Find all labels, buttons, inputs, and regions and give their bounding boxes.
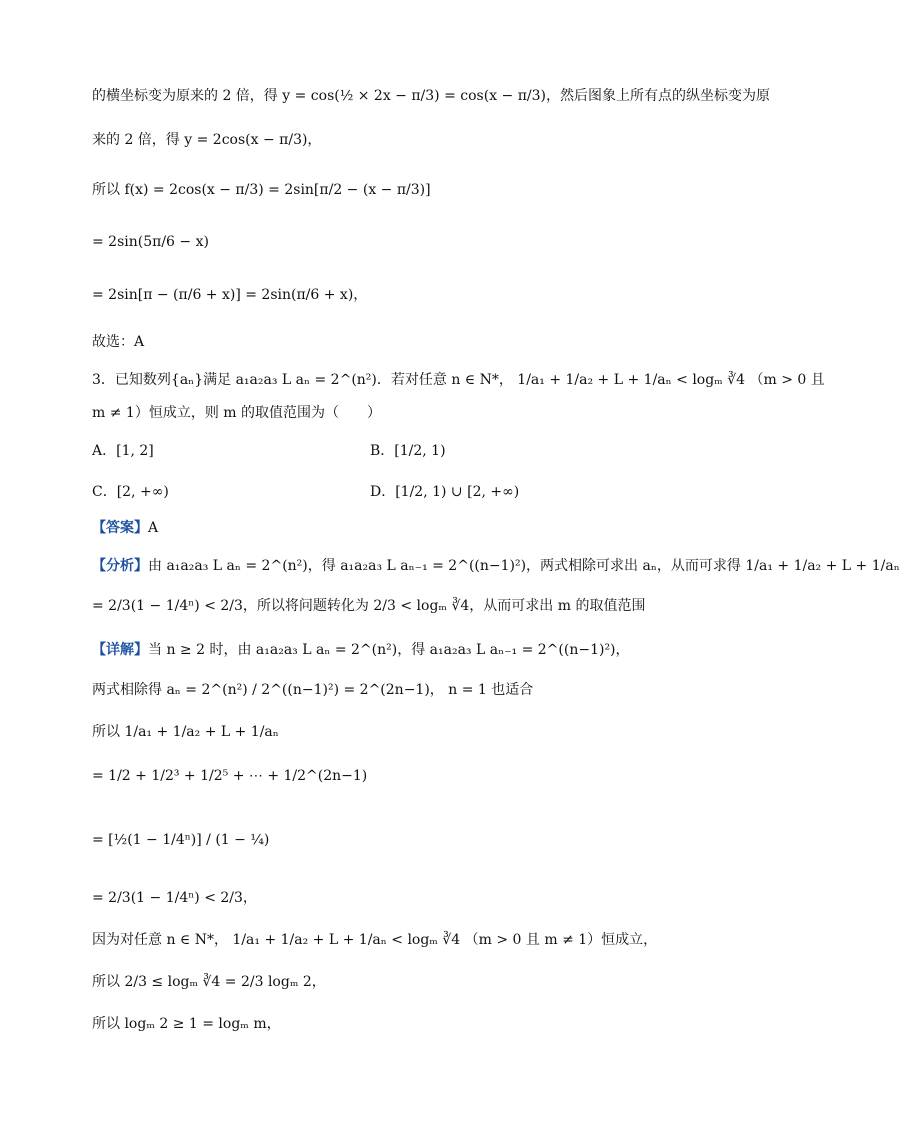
text-line: 故选：A (92, 334, 145, 350)
option-d: D．[1/2, 1) ∪ [2, +∞) (370, 484, 520, 500)
text-line: 因为对任意 n ∈ N*， 1/a₁ + 1/a₂ + L + 1/aₙ < logₘ ∛4 （m > 0 且 m ≠ 1）恒成立， (92, 932, 658, 948)
text-line: = [½(1 − 1/4ⁿ)] / (1 − ¼) (92, 832, 270, 848)
text-line: 的横坐标变为原来的 2 倍，得 y = cos(½ × 2x − π/3) = cos(x − π/3)，然后图象上所有点的纵坐标变为原 (92, 88, 770, 104)
question-stem: 3．已知数列{aₙ}满足 a₁a₂a₃ L aₙ = 2^(n²)．若对任意 n ∈ N*， 1/a₁ + 1/a₂ + L + 1/aₙ < logₘ ∛4 （m > 0 且 (92, 372, 825, 388)
detail-tag: 【详解】 (92, 642, 148, 658)
text-line: 来的 2 倍，得 y = 2cos(x − π/3)， (92, 132, 322, 148)
text-line: 所以 1/a₁ + 1/a₂ + L + 1/aₙ (92, 724, 279, 740)
analysis-line (92, 556, 900, 576)
text-line: 所以 2/3 ≤ logₘ ∛4 = 2/3 logₘ 2， (92, 974, 326, 990)
option-c: C．[2, +∞) (92, 484, 169, 500)
text-line: 所以 logₘ 2 ≥ 1 = logₘ m， (92, 1016, 281, 1032)
text-line: = 2/3(1 − 1/4ⁿ) < 2/3， (92, 890, 257, 906)
text-line: 两式相除得 aₙ = 2^(n²) / 2^((n−1)²) = 2^(2n−1)， n = 1 也适合 (92, 682, 534, 698)
answer-value: A (148, 520, 159, 536)
text-line: 所以 f(x) = 2cos(x − π/3) = 2sin[π/2 − (x − π/3)] (92, 182, 431, 198)
analysis-tag: 【分析】 (92, 558, 148, 574)
text-line: = 1/2 + 1/2³ + 1/2⁵ + ⋯ + 1/2^(2n−1) (92, 768, 368, 784)
text-line: = 2/3(1 − 1/4ⁿ) < 2/3，所以将问题转化为 2/3 < logₘ ∛4，从而可求出 m 的取值范围 (92, 598, 646, 614)
option-b: B．[1/2, 1) (370, 443, 446, 459)
detail-line (92, 640, 630, 660)
analysis-text: 由 a₁a₂a₃ L aₙ = 2^(n²)，得 a₁a₂a₃ L aₙ₋₁ = 2^((n−1)²)，两式相除可求出 aₙ，从而可求得 1/a₁ + 1/a₂ + L + 1/aₙ (148, 558, 900, 574)
detail-text: 当 n ≥ 2 时，由 a₁a₂a₃ L aₙ = 2^(n²)，得 a₁a₂a₃ L aₙ₋₁ = 2^((n−1)²)， (148, 642, 630, 658)
option-a: A．[1, 2] (92, 443, 154, 459)
question-stem: m ≠ 1）恒成立，则 m 的取值范围为（ ） (92, 405, 381, 421)
answer-line (92, 518, 158, 538)
text-line: = 2sin(5π/6 − x) (92, 234, 209, 250)
text-line: = 2sin[π − (π/6 + x)] = 2sin(π/6 + x)， (92, 287, 368, 303)
answer-tag: 【答案】 (92, 520, 148, 536)
